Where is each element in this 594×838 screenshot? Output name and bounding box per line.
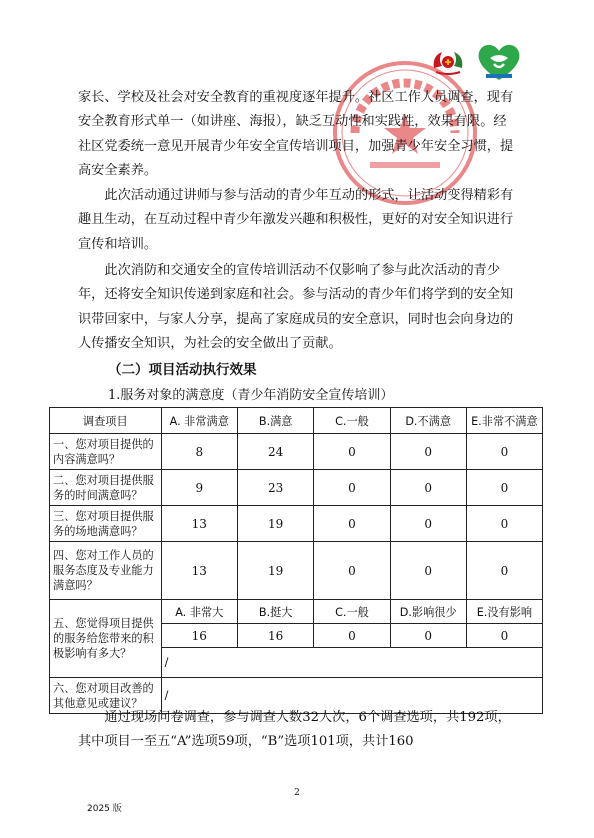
table-row [50,434,543,470]
value-cell: 8 [161,434,237,470]
value-cell: 9 [161,470,237,506]
header-cell: D.不满意 [390,408,466,434]
header-cell: A. 非常大 [161,600,237,624]
closing-paragraph: 通过现场问卷调查，参与调查人数32人次，6个调查选项，共192项，其中项目一至五“A”选项59项，“B”选项101项，共计160 [78,710,511,750]
value-cell: 13 [161,506,237,542]
activity-paragraph: 此次活动通过讲师与参与活动的青少年互动的形式，让活动变得精彩有趣且生动，在互动过程中青少年激发兴趣和积极性，更好的对安全知识进行宣传和培训。 [78,188,514,252]
q5-note-cell: / [161,648,542,678]
version-label: 2025 版 [87,804,122,814]
value-cell: 19 [237,506,313,542]
value-cell: 0 [390,506,466,542]
intro-paragraph: 家长、学校及社会对安全教育的重视度逐年提升。社区工作人员调查，现有安全教育形式单一（如讲座、海报），缺乏互动性和实践性，效果有限。经社区党委统一意见开展青少年安全宣传培训项目，加强青少年安全习惯，提高安全素养。 [78,90,514,179]
value-cell: 0 [390,434,466,470]
value-cell: 23 [237,470,313,506]
header-cell: C.一般 [314,600,390,624]
header-cell: E.非常不满意 [466,408,542,434]
table-title: 1.服务对象的满意度（青少年消防安全宣传培训） [108,388,394,403]
value-cell: 0 [390,542,466,600]
header-cell: E.没有影响 [466,600,542,624]
value-cell: 0 [466,542,542,600]
value-cell: 0 [466,506,542,542]
value-cell: 0 [466,624,542,648]
value-cell: 13 [161,542,237,600]
section-heading: （二）项目活动执行效果 [108,362,257,378]
header-cell: D.影响很少 [390,600,466,624]
value-cell: 0 [314,434,390,470]
header-cell: B.满意 [237,408,313,434]
table-row [50,470,543,506]
page-number: 2 [294,788,300,798]
value-cell: 0 [390,624,466,648]
question-cell: 四、您对工作人员的服务态度及专业能力满意吗？ [50,542,162,600]
value-cell: 16 [237,624,313,648]
impact-paragraph: 此次消防和交通安全的宣传培训活动不仅影响了参与此次活动的青少年，还将安全知识传递到家庭和社会。参与活动的青少年们将学到的安全知识带回家中，与家人分享，提高了家庭成员的安全意识，同时也会向身边的人传播安全知识，为社会的安全做出了贡献。 [78,263,514,352]
value-cell: 0 [466,434,542,470]
table-header-row [50,408,543,434]
value-cell: 0 [466,470,542,506]
value-cell: 0 [314,624,390,648]
value-cell: 19 [237,542,313,600]
community-heart-logo-icon [474,40,524,84]
table-row [50,506,543,542]
value-cell: 0 [314,506,390,542]
q6-answer-cell: / [161,678,542,714]
question-cell: 一、您对项目提供的内容满意吗？ [50,434,162,470]
satisfaction-table [49,407,543,714]
question-cell: 五、您觉得项目提供的服务给您带来的积极影响有多大？ [50,600,162,678]
value-cell: 24 [237,434,313,470]
value-cell: 0 [314,542,390,600]
header-cell: B.挺大 [237,600,313,624]
table-row [50,542,543,600]
value-cell: 16 [161,624,237,648]
header-cell: C.一般 [314,408,390,434]
question-cell: 二、您对项目提供服务的时间满意吗？ [50,470,162,506]
value-cell: 0 [314,470,390,506]
question-cell: 六、您对项目改善的其他意见或建议？ [50,678,162,714]
header-cell: A. 非常满意 [161,408,237,434]
value-cell: 0 [390,470,466,506]
question-cell: 三、您对项目提供服务的场地满意吗？ [50,506,162,542]
header-cell: 调查项目 [50,408,162,434]
q5-header-row [50,600,543,624]
